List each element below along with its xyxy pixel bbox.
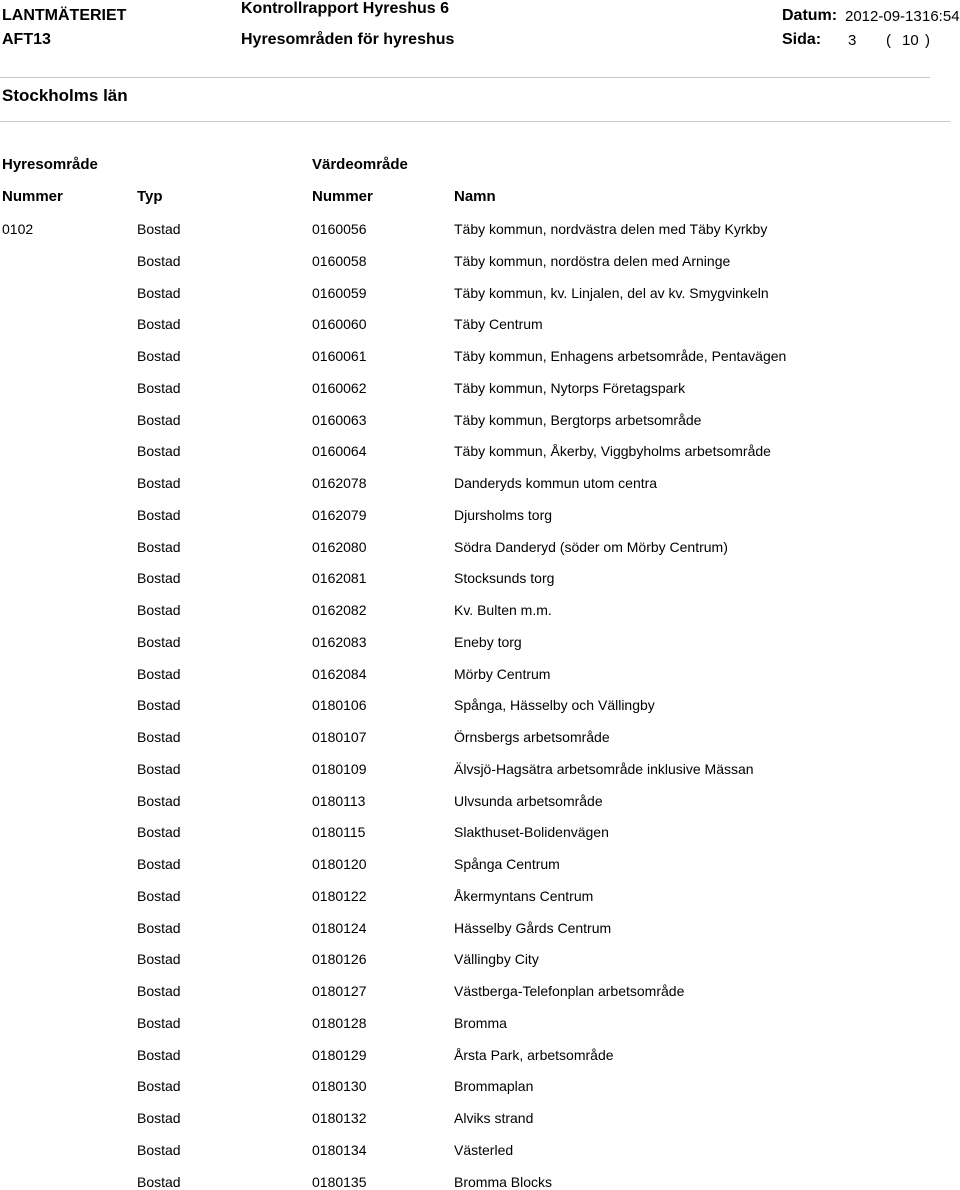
row-typ: Bostad <box>137 412 181 428</box>
row-namn: Täby kommun, nordöstra delen med Arninge <box>454 253 731 269</box>
date-value: 2012-09-13 <box>845 8 922 25</box>
row-typ: Bostad <box>137 475 181 491</box>
row-namn: Djursholms torg <box>454 507 553 523</box>
row-nummer: 0180113 <box>312 793 366 809</box>
row-nummer: 0180129 <box>312 1047 367 1063</box>
row-namn: Danderyds kommun utom centra <box>454 475 658 491</box>
date-label: Datum: <box>782 7 838 24</box>
row-namn: Alviks strand <box>454 1110 534 1126</box>
time-value: 16:54 <box>922 8 960 25</box>
row-typ: Bostad <box>137 1047 181 1063</box>
row-nummer: 0180122 <box>312 888 367 904</box>
row-typ: Bostad <box>137 888 181 904</box>
row-nummer: 0180128 <box>312 1015 367 1031</box>
row-namn: Bromma <box>454 1015 507 1031</box>
row-nummer: 0180106 <box>312 697 367 713</box>
row-typ: Bostad <box>137 443 181 459</box>
row-namn: Täby kommun, Åkerby, Viggbyholms arbetsområde <box>454 443 771 459</box>
row-namn: Bromma Blocks <box>454 1174 553 1190</box>
row-typ: Bostad <box>137 634 181 650</box>
report-subtitle: Hyresområden för hyreshus <box>241 31 455 48</box>
col-namn: Namn <box>454 188 496 205</box>
row-nummer: 0162083 <box>312 634 367 650</box>
row-nummer: 0180107 <box>312 729 367 745</box>
row-typ: Bostad <box>137 666 181 682</box>
row-typ: Bostad <box>137 570 181 586</box>
row-typ: Bostad <box>137 761 181 777</box>
row-namn: Örnsbergs arbetsområde <box>454 729 610 745</box>
page-current: 3 <box>848 32 857 49</box>
row-nummer: 0162084 <box>312 666 367 682</box>
row-nummer: 0180132 <box>312 1110 367 1126</box>
row-namn: Täby Centrum <box>454 316 543 332</box>
col-group-vardeomrade: Värdeområde <box>312 156 408 173</box>
page-total: 10 <box>902 32 919 49</box>
page-open-paren: ( <box>886 32 891 49</box>
row-nummer: 0180130 <box>312 1078 367 1094</box>
row-nummer: 0162078 <box>312 475 367 491</box>
row-nummer: 0160059 <box>312 285 367 301</box>
report-title: Kontrollrapport Hyreshus 6 <box>241 0 450 17</box>
row-typ: Bostad <box>137 856 181 872</box>
row-typ: Bostad <box>137 697 181 713</box>
row-namn: Täby kommun, Bergtorps arbetsområde <box>454 412 702 428</box>
row-nummer: 0180120 <box>312 856 367 872</box>
row-typ: Bostad <box>137 380 181 396</box>
row-typ: Bostad <box>137 507 181 523</box>
row-typ: Bostad <box>137 983 181 999</box>
row-nummer: 0160062 <box>312 380 367 396</box>
row-namn: Årsta Park, arbetsområde <box>454 1047 614 1063</box>
row-typ: Bostad <box>137 285 181 301</box>
row-nummer: 0160063 <box>312 412 367 428</box>
row-namn: Västerled <box>454 1142 514 1158</box>
row-namn: Mörby Centrum <box>454 666 551 682</box>
row-nummer: 0180115 <box>312 824 366 840</box>
row-nummer: 0162081 <box>312 570 367 586</box>
row-nummer: 0180135 <box>312 1174 367 1190</box>
row-typ: Bostad <box>137 1110 181 1126</box>
row-typ: Bostad <box>137 539 181 555</box>
row-typ: Bostad <box>137 316 181 332</box>
hyresomrade-number: 0102 <box>2 221 34 237</box>
col-typ: Typ <box>137 188 163 205</box>
row-namn: Slakthuset-Bolidenvägen <box>454 824 609 840</box>
row-namn: Täby kommun, nordvästra delen med Täby Kyrkby <box>454 221 768 237</box>
row-namn: Älvsjö-Hagsätra arbetsområde inklusive Mässan <box>454 761 754 777</box>
row-namn: Täby kommun, Nytorps Företagspark <box>454 380 686 396</box>
row-typ: Bostad <box>137 951 181 967</box>
row-namn: Stocksunds torg <box>454 570 555 586</box>
col-group-hyresomrade: Hyresområde <box>2 156 98 173</box>
row-namn: Täby kommun, kv. Linjalen, del av kv. Smygvinkeln <box>454 285 769 301</box>
col-nummer-hyresomrade: Nummer <box>2 188 63 205</box>
region-divider <box>0 121 950 122</box>
row-typ: Bostad <box>137 793 181 809</box>
row-namn: Södra Danderyd (söder om Mörby Centrum) <box>454 539 728 555</box>
row-nummer: 0160056 <box>312 221 367 237</box>
header-divider <box>0 77 930 78</box>
row-namn: Täby kommun, Enhagens arbetsområde, Pentavägen <box>454 348 787 364</box>
row-typ: Bostad <box>137 1142 181 1158</box>
row-nummer: 0162082 <box>312 602 367 618</box>
row-nummer: 0180127 <box>312 983 367 999</box>
row-namn: Spånga, Hässelby och Vällingby <box>454 697 655 713</box>
row-namn: Spånga Centrum <box>454 856 560 872</box>
row-typ: Bostad <box>137 1015 181 1031</box>
row-typ: Bostad <box>137 729 181 745</box>
row-namn: Brommaplan <box>454 1078 534 1094</box>
row-nummer: 0162080 <box>312 539 367 555</box>
row-nummer: 0160060 <box>312 316 367 332</box>
report-code: AFT13 <box>2 31 51 48</box>
row-nummer: 0180124 <box>312 920 367 936</box>
org-name: LANTMÄTERIET <box>2 7 127 24</box>
row-nummer: 0180109 <box>312 761 367 777</box>
row-typ: Bostad <box>137 920 181 936</box>
col-nummer-vardeomrade: Nummer <box>312 188 373 205</box>
page-close-paren: ) <box>925 32 930 49</box>
row-typ: Bostad <box>137 253 181 269</box>
row-typ: Bostad <box>137 221 181 237</box>
row-namn: Ulvsunda arbetsområde <box>454 793 603 809</box>
row-namn: Vällingby City <box>454 951 539 967</box>
page-label: Sida: <box>782 31 822 48</box>
row-namn: Eneby torg <box>454 634 522 650</box>
row-namn: Åkermyntans Centrum <box>454 888 594 904</box>
row-typ: Bostad <box>137 824 181 840</box>
row-typ: Bostad <box>137 348 181 364</box>
row-namn: Hässelby Gårds Centrum <box>454 920 612 936</box>
row-nummer: 0162079 <box>312 507 367 523</box>
row-nummer: 0160058 <box>312 253 367 269</box>
row-namn: Kv. Bulten m.m. <box>454 602 552 618</box>
row-nummer: 0160061 <box>312 348 367 364</box>
row-typ: Bostad <box>137 1078 181 1094</box>
row-typ: Bostad <box>137 1174 181 1190</box>
region-title: Stockholms län <box>2 86 128 105</box>
row-namn: Västberga-Telefonplan arbetsområde <box>454 983 685 999</box>
row-nummer: 0180126 <box>312 951 367 967</box>
row-nummer: 0160064 <box>312 443 367 459</box>
row-nummer: 0180134 <box>312 1142 367 1158</box>
row-typ: Bostad <box>137 602 181 618</box>
